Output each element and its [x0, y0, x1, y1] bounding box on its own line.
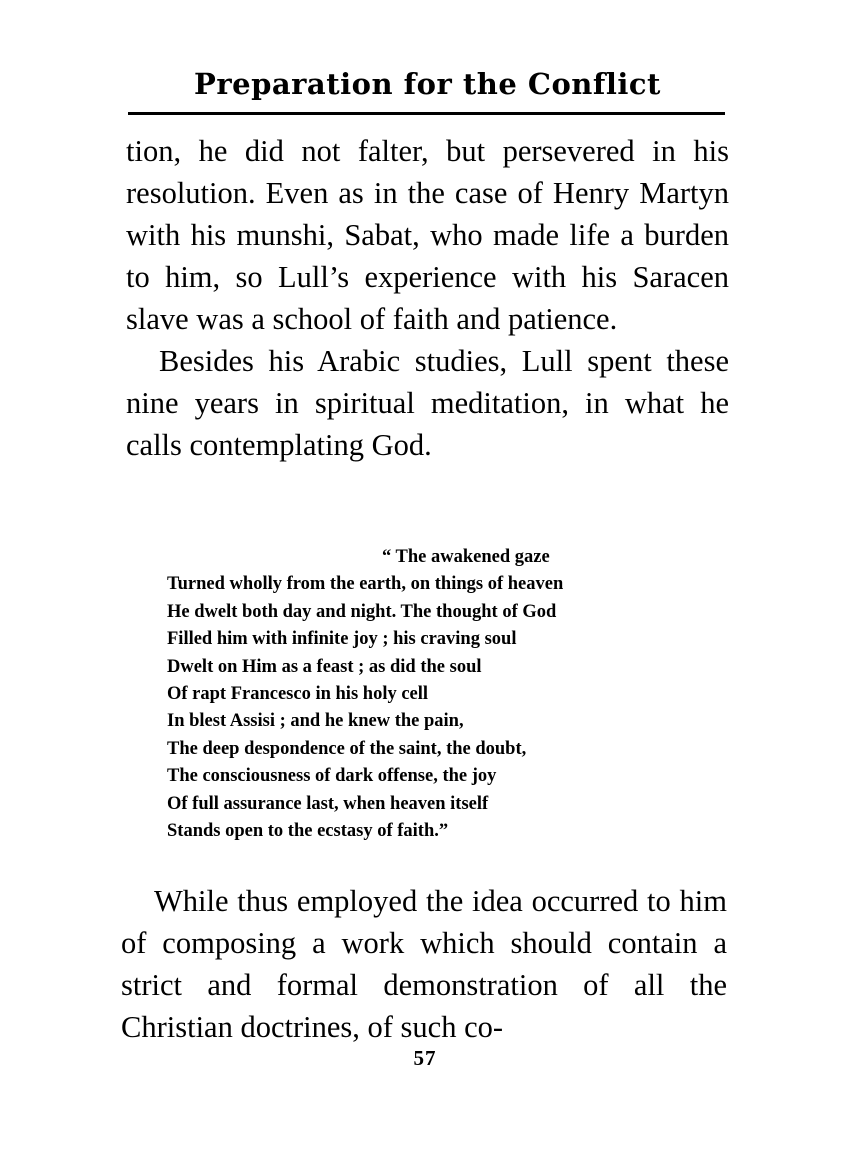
running-head: Preparation for the Conflict	[194, 67, 661, 101]
verse-line: “ The awakened gaze	[382, 547, 550, 567]
body-text-bottom	[121, 880, 727, 1048]
verse-line: Filled him with infinite joy ; his craving soul	[167, 629, 517, 650]
verse-line: He dwelt both day and night. The thought of God	[167, 601, 557, 622]
header-rule	[128, 112, 725, 115]
verse-line: Dwelt on Him as a feast ; as did the soul	[167, 656, 482, 677]
verse-line: Turned wholly from the earth, on things of heaven	[167, 574, 564, 595]
verse-quotation	[167, 544, 707, 845]
paragraph: tion, he did not falter, but persevered in his resolution. Even as in the case of Henry Martyn with his munshi, Sabat, who made life a burden to him, so Lull’s experience with his Saracen slave was a school of faith and patience.	[126, 134, 729, 336]
verse-line: The consciousness of dark offense, the joy	[167, 766, 497, 787]
verse-line: Of full assurance last, when heaven itself	[167, 793, 489, 814]
paragraph: Besides his Arabic studies, Lull spent these nine years in spiritual meditation, in what he calls contemplating God.	[126, 344, 729, 462]
verse-line: Of rapt Francesco in his holy cell	[167, 684, 429, 705]
body-text-top	[126, 130, 729, 466]
verse-line: The deep despondence of the saint, the doubt,	[167, 738, 527, 759]
verse-line: Stands open to the ecstasy of faith.”	[167, 821, 449, 842]
verse-line: In blest Assisi ; and he knew the pain,	[167, 711, 464, 732]
paragraph: While thus employed the idea occurred to him of composing a work which should contain a strict and formal demonstration of all the Christian doctrines, of such co-	[121, 884, 727, 1044]
page-number: 57	[413, 1046, 437, 1070]
